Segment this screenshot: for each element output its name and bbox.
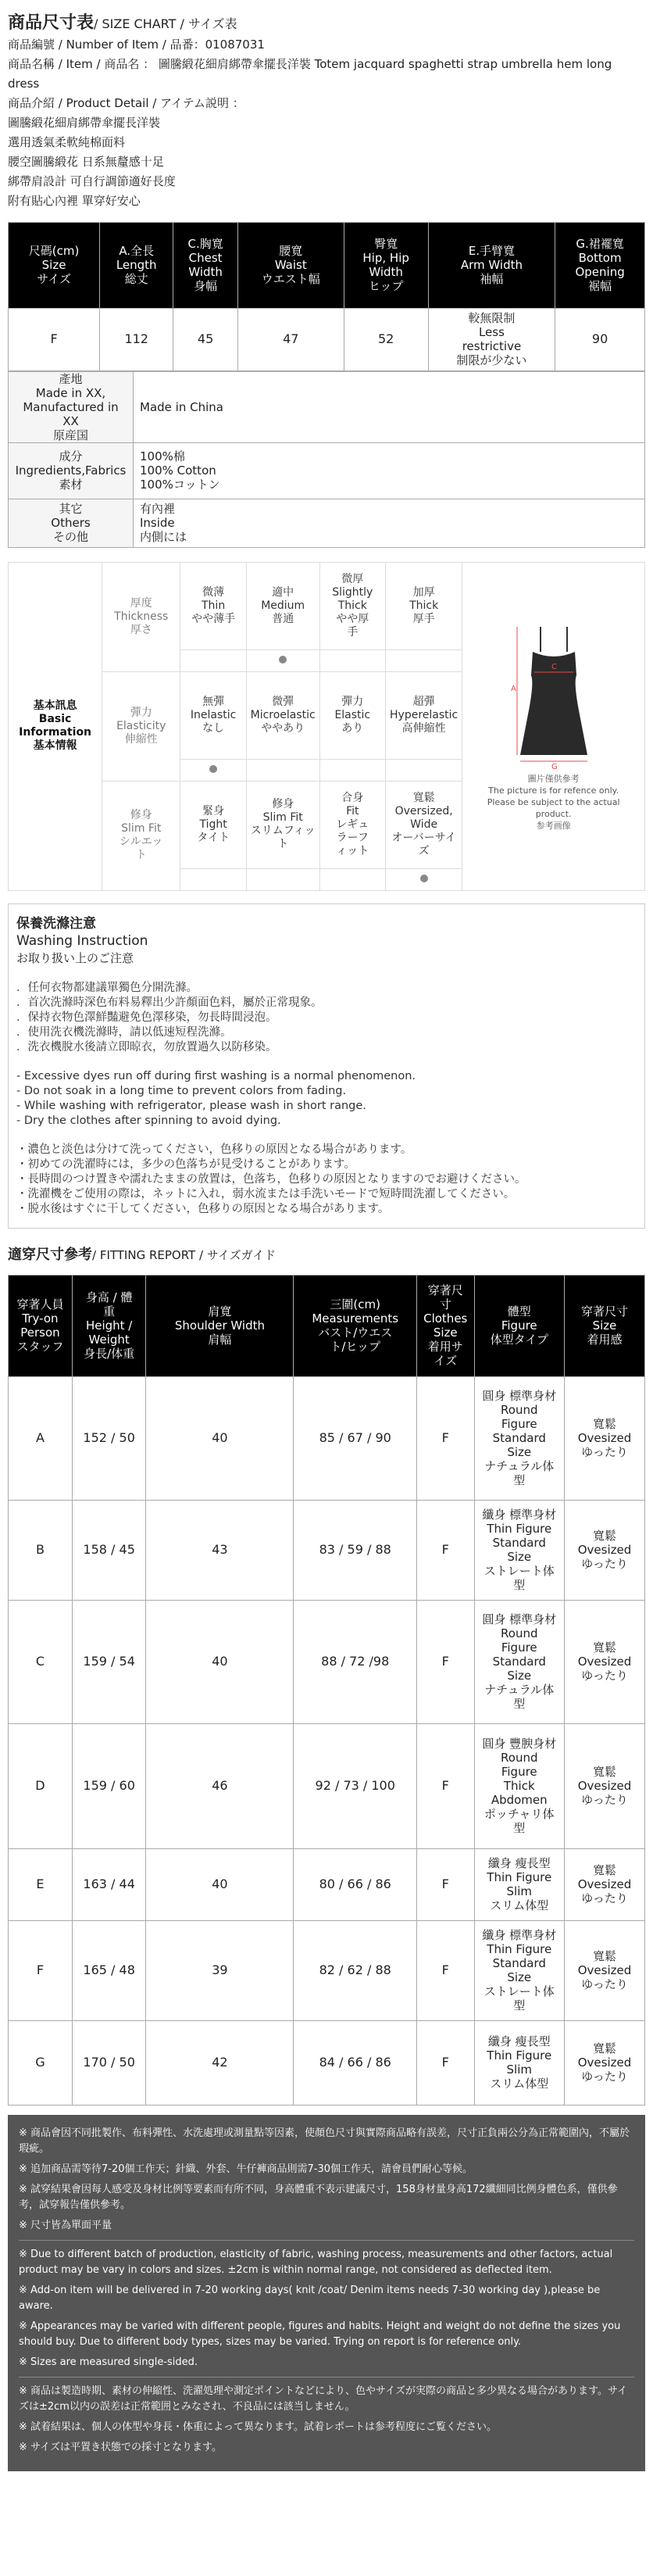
fitting-cell: 纖身 瘦長型 Thin Figure Slim スリム体型 xyxy=(474,1848,565,1920)
fitting-header-cell: 身高 / 體 重 Height / Weight 身長/体重 xyxy=(72,1275,146,1376)
attr-option: 彈力 Elastic あり xyxy=(319,671,386,759)
washing-line: - Do not soak in a long time to prevent colors from fading. xyxy=(16,1084,347,1097)
note-line: ※ 試穿結果會因每人感受及身材比例等要素而有所不同，身高體重不表示建議尺寸，158身材量身高172纖細同比例身體色系，僅供參考，試穿報告僅供參考。 xyxy=(19,2183,618,2211)
fitting-cell: 40 xyxy=(146,1600,294,1723)
attr-option: 超彈 Hyperelastic 高伸縮性 xyxy=(386,671,462,759)
washing-line: - Excessive dyes run off during first washing is a normal phenomenon. xyxy=(16,1069,416,1082)
material-row xyxy=(9,442,645,499)
info-line: 附有貼心內裡 單穿好安心 xyxy=(8,193,141,208)
attr-dot-cell xyxy=(386,868,462,890)
table-row xyxy=(9,1376,645,1500)
size-header-cell: E.手臂寬 Arm Width 袖幅 xyxy=(428,222,555,308)
material-label: 產地 Made in XX, Manufactured in XX 原産国 xyxy=(9,371,134,442)
svg-text:G: G xyxy=(551,763,558,770)
fitting-cell: 40 xyxy=(146,1848,294,1920)
washing-instruction xyxy=(8,903,645,1229)
attr-label-thickness: 厚度 Thickness 厚さ xyxy=(102,562,180,671)
table-row xyxy=(9,2020,645,2105)
attr-dot-cell xyxy=(319,649,386,671)
fitting-cell: 寬鬆 Ovesized ゆったり xyxy=(565,1848,645,1920)
note-line: ※ 試着結果は、個人の体型や身長・体重によって異なります。試着レポートは参考程度にご覧ください。 xyxy=(19,2420,497,2433)
fitting-cell: 170 / 50 xyxy=(72,2020,146,2105)
fitting-header xyxy=(9,1275,645,1376)
note-line: ※ Due to different batch of production, elasticity of fabric, washing process, measurements and other factors, actual product may be vary in colors and sizes. ±2cm is within normal range, not considered as deflected item. xyxy=(19,2248,613,2276)
fitting-cell: 39 xyxy=(146,1920,294,2020)
fitting-cell: 163 / 44 xyxy=(72,1848,146,1920)
fitting-cell: F xyxy=(416,1600,474,1723)
note-line: ※ 商品會因不同批製作、布料彈性、水洗處理或測量點等因素，使顏色尺寸與實際商品略有誤差，尺寸正負兩公分為正常範圍內，不屬於瑕疵。 xyxy=(19,2127,630,2155)
info-line: 商品介紹 / Product Detail / アイテム説明 ： xyxy=(8,95,244,110)
washing-line: ．洗衣機脫水後請立即晾衣，勿放置過久以防移染。 xyxy=(16,1040,277,1054)
material-table xyxy=(8,371,645,548)
fitting-cell: 85 / 67 / 90 xyxy=(294,1376,417,1500)
fitting-cell: 寬鬆 Ovesized ゆったり xyxy=(565,1500,645,1600)
fitting-cell: F xyxy=(416,1920,474,2020)
fitting-cell: F xyxy=(416,1376,474,1500)
fitting-cell: 152 / 50 xyxy=(72,1376,146,1500)
fitting-cell: 159 / 60 xyxy=(72,1723,146,1848)
size-cell: 90 xyxy=(555,308,645,370)
material-label: 成分 Ingredients,Fabrics 素材 xyxy=(9,442,134,499)
washing-line: - While washing with refrigerator, please wash in short range. xyxy=(16,1099,366,1112)
washing-title: 保養洗滌注意 xyxy=(16,915,96,932)
fitting-header-cell: 穿著尺寸 Size 着用感 xyxy=(565,1275,645,1376)
size-header-cell: G.裙襬寬 Bottom Opening 裾幅 xyxy=(555,222,645,308)
washing-title-en: Washing Instruction xyxy=(16,932,148,949)
fitting-cell: E xyxy=(9,1848,73,1920)
washing-line: ・長時間のつけ置きや濡れたままの放置は，色落ち，色移りの原因となりますのでお避けください。 xyxy=(16,1172,526,1186)
fitting-cell: 纖身 標準身材 Thin Figure Standard Size ストレート体 型 xyxy=(474,1920,565,2020)
selected-dot-icon xyxy=(420,875,428,882)
table-row xyxy=(9,1848,645,1920)
divider xyxy=(19,2240,634,2241)
fitting-cell: 43 xyxy=(146,1500,294,1600)
fitting-cell: 寬鬆 Ovesized ゆったり xyxy=(565,1723,645,1848)
attr-dot-cell xyxy=(246,759,319,781)
washing-line: ．首次洗滌時深色布料易釋出少許顏面色料，屬於正常現象。 xyxy=(16,996,323,1009)
basic-row xyxy=(9,562,645,649)
attr-option: 修身 Slim Fit スリムフィッ ト xyxy=(246,781,319,868)
size-cell: 52 xyxy=(344,308,428,370)
material-value: Made in China xyxy=(134,371,645,442)
fitting-cell: 寬鬆 Ovesized ゆったり xyxy=(565,1920,645,2020)
size-header-cell: 腰寬 Waist ウエスト幅 xyxy=(237,222,344,308)
fitting-cell: 纖身 瘦長型 Thin Figure Slim スリム体型 xyxy=(474,2020,565,2105)
fitting-cell: 80 / 66 / 86 xyxy=(294,1848,417,1920)
info-line: 綁帶肩設計 可自行調節適好長度 xyxy=(8,174,176,188)
material-value: 100%棉 100% Cotton 100%コットン xyxy=(134,442,645,499)
washing-title-jp: お取り扱い上のご注意 xyxy=(16,950,134,965)
fitting-subtitle-text: / FITTING REPORT / サイズガイド xyxy=(92,1247,277,1262)
fitting-header-cell: 穿著尺 寸 Clothes Size 着用サ イズ xyxy=(416,1275,474,1376)
washing-en xyxy=(16,1069,637,1129)
attr-option: 適中 Medium 普通 xyxy=(246,562,319,649)
size-header-cell: C.胸寬 Chest Width 身幅 xyxy=(173,222,238,308)
page-title xyxy=(8,13,645,35)
note-line: ※ Add-on item will be delivered in 7-20 working days( knit /coat/ Denim items needs 7-30 working day ),please be aware. xyxy=(19,2284,601,2312)
size-table-header xyxy=(9,222,645,308)
product-header xyxy=(8,0,645,211)
size-table xyxy=(8,222,645,371)
table-row xyxy=(9,1500,645,1600)
fitting-cell: G xyxy=(9,2020,73,2105)
fitting-cell: A xyxy=(9,1376,73,1500)
note-line: ※ Appearances may be varied with different people, figures and habits. Height and weight do not define the sizes you should buy. Due to different body types, sizes may be varied. Trying on report is for reference only. xyxy=(19,2320,621,2348)
size-cell: 47 xyxy=(237,308,344,370)
table-row xyxy=(9,1723,645,1848)
note-line: ※ 追加商品需等待7-20個工作天；針織、外套、牛仔褲商品則需7-30個工作天，請會員們耐心等候。 xyxy=(19,2163,473,2175)
table-row xyxy=(9,1920,645,2020)
fitting-cell: 40 xyxy=(146,1376,294,1500)
material-row xyxy=(9,371,645,442)
fitting-cell: C xyxy=(9,1600,73,1723)
notes-box xyxy=(8,2115,645,2471)
attr-dot-cell xyxy=(386,759,462,781)
fitting-header-cell: 三圍(cm) Measurements バスト/ウエス ト/ヒップ xyxy=(294,1275,417,1376)
fitting-cell: F xyxy=(9,1920,73,2020)
attr-label-fit: 修身 Slim Fit シルエッ ト xyxy=(102,781,180,890)
fitting-table xyxy=(8,1275,645,2106)
dress-diagram-icon xyxy=(495,621,612,769)
washing-line: ．保持衣物色澤鮮豔避免色澤移染，勿長時間浸泡。 xyxy=(16,1011,277,1024)
attr-dot-cell xyxy=(319,868,386,890)
size-cell: 45 xyxy=(173,308,238,370)
material-value: 有內裡 Inside 内側には xyxy=(134,499,645,547)
fitting-title-text: 適穿尺寸參考 xyxy=(8,1246,92,1263)
basic-info-label: 基本訊息 Basic Information 基本情報 xyxy=(9,562,102,890)
title-text: 商品尺寸表 xyxy=(8,13,95,33)
diagram-caption: 圖片僅供參考 The picture is for refence only. Please be subject to the actual product. 参考画像 xyxy=(487,774,620,832)
size-cell: F xyxy=(9,308,100,370)
attr-dot-cell xyxy=(180,649,247,671)
fitting-cell: F xyxy=(416,1848,474,1920)
fitting-cell: F xyxy=(416,1500,474,1600)
fitting-cell: F xyxy=(416,1723,474,1848)
fitting-cell: 46 xyxy=(146,1723,294,1848)
note-line: ※ サイズは平置き状態での採寸となります。 xyxy=(19,2441,222,2453)
info-line: 腰空圖騰緞花 日系無釐感十足 xyxy=(8,154,164,169)
washing-zh xyxy=(16,981,637,1055)
table-row xyxy=(9,1600,645,1723)
info-line: 選用透氣柔軟純棉面料 xyxy=(8,134,126,149)
size-header-cell: 尺碼(cm) Size サイズ xyxy=(9,222,100,308)
material-label: 其它 Others その他 xyxy=(9,499,134,547)
size-header-cell: 臀寬 Hip, Hip Width ヒップ xyxy=(344,222,428,308)
fitting-cell: 圓身 標準身材 Round Figure Standard Size ナチュラル体 型 xyxy=(474,1600,565,1723)
size-cell: 較無限制 Less restrictive 制限が少ない xyxy=(428,308,555,370)
svg-text:A: A xyxy=(510,685,516,694)
fitting-header-cell: 體型 Figure 体型タイプ xyxy=(474,1275,565,1376)
washing-line: ・濃色と淡色は分けて洗ってください，色移りの原因となる場合があります。 xyxy=(16,1143,412,1156)
washing-line: ・脱水後はすぐに干してください，色移りの原因となる場合があります。 xyxy=(16,1202,390,1215)
selected-dot-icon xyxy=(209,765,217,773)
fitting-cell: 92 / 73 / 100 xyxy=(294,1723,417,1848)
attr-dot-cell xyxy=(386,649,462,671)
fitting-cell: 寬鬆 Ovesized ゆったり xyxy=(565,1376,645,1500)
table-row xyxy=(9,308,645,370)
washing-jp xyxy=(16,1143,637,1217)
info-line: 圖騰緞花細肩綁帶傘擺長洋裝 xyxy=(8,115,161,130)
dress-diagram xyxy=(462,562,645,890)
fitting-cell: D xyxy=(9,1723,73,1848)
info-line: 商品名稱 / Item / 商品名 ： 圖騰緞花細肩綁帶傘擺長洋裝 Totem jacquard spaghetti strap umbrella hem long dress xyxy=(8,56,612,91)
fitting-cell: 纖身 標準身材 Thin Figure Standard Size ストレート体 型 xyxy=(474,1500,565,1600)
attr-label-elasticity: 彈力 Elasticity 伸縮性 xyxy=(102,671,180,781)
washing-line: - Dry the clothes after spinning to avoid dying. xyxy=(16,1114,281,1127)
note-line: ※ 商品は製造時期、素材の伸縮性、洗濯処理や測定ポイントなどにより、色やサイズが実際の商品と多少異なる場合があります。サイズは±2cm以内の誤差は正常範囲とみなされ、不良品には該当しません。 xyxy=(19,2385,628,2413)
washing-line: ．任何衣物都建議單獨色分開洗滌。 xyxy=(16,981,198,994)
svg-text:C: C xyxy=(551,663,557,672)
size-cell: 112 xyxy=(100,308,173,370)
fitting-cell: 82 / 62 / 88 xyxy=(294,1920,417,2020)
note-line: ※ 尺寸皆為單面平量 xyxy=(19,2219,112,2231)
attr-option: 微厚 Slightly Thick やや厚 手 xyxy=(319,562,386,649)
note-line: ※ Sizes are measured single-sided. xyxy=(19,2356,198,2368)
fitting-title xyxy=(8,1246,645,1264)
material-row xyxy=(9,499,645,547)
selected-dot-icon xyxy=(279,656,287,664)
notes-en xyxy=(19,2247,634,2370)
basic-info-table xyxy=(8,562,645,891)
attr-option: 微彈 Microelastic ややあり xyxy=(246,671,319,759)
attr-dot-cell xyxy=(246,649,319,671)
size-header-cell: A.全長 Length 総丈 xyxy=(100,222,173,308)
fitting-cell: 83 / 59 / 88 xyxy=(294,1500,417,1600)
washing-line: ・洗濯機をご使用の際は，ネットに入れ，弱水流または手洗いモードで短時間洗濯してください。 xyxy=(16,1187,516,1200)
attr-dot-cell xyxy=(246,868,319,890)
fitting-cell: F xyxy=(416,2020,474,2105)
attr-option: 合身 Fit レギュ ラーフ ィット xyxy=(319,781,386,868)
attr-dot-cell xyxy=(180,868,247,890)
fitting-cell: 158 / 45 xyxy=(72,1500,146,1600)
fitting-cell: 寬鬆 Ovesized ゆったり xyxy=(565,2020,645,2105)
attr-option: 無彈 Inelastic なし xyxy=(180,671,247,759)
fitting-header-cell: 穿著人員 Try-on Person スタッフ xyxy=(9,1275,73,1376)
fitting-header-cell: 肩寬 Shoulder Width 肩幅 xyxy=(146,1275,294,1376)
fitting-cell: B xyxy=(9,1500,73,1600)
attr-option: 緊身 Tight タイト xyxy=(180,781,247,868)
fitting-cell: 159 / 54 xyxy=(72,1600,146,1723)
washing-line: ・初めての洗濯時には，多少の色落ちが見受けることがあります。 xyxy=(16,1157,355,1171)
product-info xyxy=(8,35,645,211)
fitting-cell: 42 xyxy=(146,2020,294,2105)
fitting-cell: 圓身 豐腴身材 Round Figure Thick Abdomen ポッチャリ体 型 xyxy=(474,1723,565,1848)
attr-option: 寬鬆 Oversized, Wide オーバーサイ ズ xyxy=(386,781,462,868)
info-line: 商品編號 / Number of Item / 品番：01087031 xyxy=(8,37,265,52)
attr-dot-cell xyxy=(319,759,386,781)
notes-zh xyxy=(19,2126,634,2234)
fitting-cell: 165 / 48 xyxy=(72,1920,146,2020)
fitting-cell: 84 / 66 / 86 xyxy=(294,2020,417,2105)
fitting-cell: 寬鬆 Ovesized ゆったり xyxy=(565,1600,645,1723)
notes-jp xyxy=(19,2384,634,2456)
attr-dot-cell xyxy=(180,759,247,781)
attr-option: 微薄 Thin やや薄手 xyxy=(180,562,247,649)
subtitle-text: / SIZE CHART / サイズ表 xyxy=(94,16,237,31)
fitting-cell: 圓身 標準身材 Round Figure Standard Size ナチュラル体 型 xyxy=(474,1376,565,1500)
washing-line: ．使用洗衣機洗滌時，請以低速短程洗滌。 xyxy=(16,1025,232,1039)
fitting-cell: 88 / 72 /98 xyxy=(294,1600,417,1723)
attr-option: 加厚 Thick 厚手 xyxy=(386,562,462,649)
